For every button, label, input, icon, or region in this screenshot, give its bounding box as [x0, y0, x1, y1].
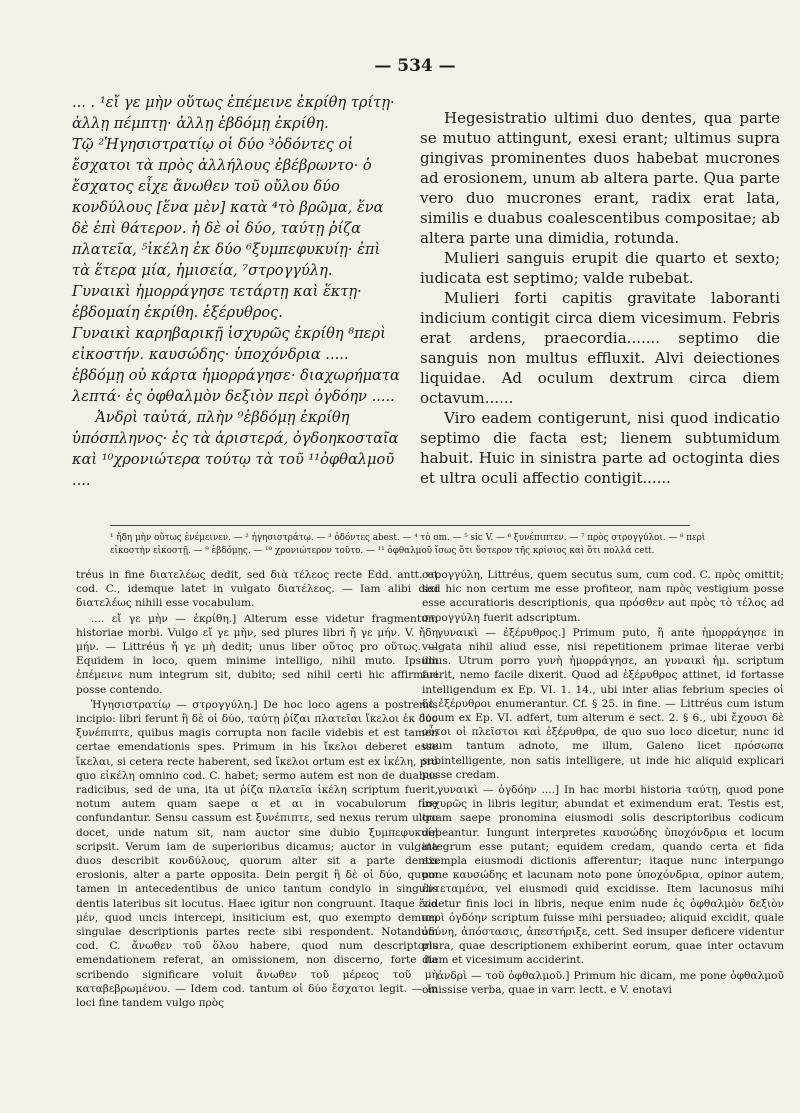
greek-paragraph: Γυναικὶ ἡμορράγησε τετάρτῃ καὶ ἕκτῃ· ἑβδομαίη ἐκρίθη. ἐξέρυθρος. — [72, 283, 362, 321]
greek-paragraph: Τῷ ²Ἡγησιστρατίῳ οἱ δύο ³ὀδόντες οἱ ἔσχατοι τὰ πρὸς ἀλλήλους ἐβέβρωντο· ὁ ἔσχατος εἶχε ἄνωθεν τοῦ οὔλου δύο κονδύλους [ἕνα μὲν] κατὰ ⁴τὸ βρῶμα, ἕνα δὲ ἐπὶ θάτερον. ἡ δὲ οἱ δύο, ταύτῃ ῥίζα πλατεῖα, ⁵ἰκέλη ἐκ δύο ⁶ξυμπεφυκυίῃ· ἐπὶ τὰ ἕτερα μία, ἡμισεία, ⁷στρογγύλη. — [72, 136, 384, 279]
footnote-text: ¹ ἤδη μὴν οὕτως ἐνέμεινεν. — ² ἡγησιστράτῳ. — ³ ὀδόντες abest. — ⁴ τὸ om. — ⁵ sic V. — ⁶ ξυνέπιπτεν. — ⁷ πρὸς στρογγύλοι. — ⁸ περὶ εἰκοστὴν εἰκοστῇ. — ⁹ ἑβδόμῃς. — ¹⁰ χρονιώτερον τοῦτο. — ¹¹ ὀφθαλμοῦ ἴσως ὅτι ὕστερον τῆς κρίσιος καὶ ὅτι πολλά cett. — [110, 533, 706, 556]
latin-paragraph: Mulieri forti capitis gravitate laboranti indicium contigit circa diem vicesimum. Febris erat ardens, praecordia....... septimo die sanguis non multus effluxit. Alvi deiectiones liquidae. Ad oculum dextrum circa diem octavum...... — [420, 289, 780, 407]
commentary-paragraph: γυναικὶ — ὀγδόην ....] In hac morbi historia ταύτῃ, quod pone ἰσχυρῶς in libris legitur, abundat et eximendum erat. Testis est, quam saepe pronomina eiusmodi solis descriptoribus codicum debeantur. Iungunt interpretes καυσώδης ὑποχόνδρια et locum integrum esse putant; equidem credam, quando certa et fida exempla eiusmodi dictionis afferentur; itaque nunc interpungo pone καυσώδης et lacunam noto pone ὑποχόνδρια, opinor autem, ἐντεταμένα, vel eiusmodi quid excidisse. Item lacunosus mihi videtur finis loci in libris, neque enim nude ἐς ὀφθαλμὸν δεξιὸν περὶ ὀγδόην scriptum fuisse mihi persuadeo; aliquid excidit, quale ὀδύνη, ἀπόστασις, ἀπεστήριξε, cett. Sed insuper deficere videntur plura, quae descriptionem exhiberint eorum, quae inter octavum diem et vicesimum acciderint. — [422, 784, 784, 967]
commentary-paragraph: .... εἴ γε μὴν — ἐκρίθη.] Alterum esse videtur fragmentum historiae morbi. Vulgo εἴ γε μὴν, sed plures libri ἤ γε μήν. V. ἤδη μήν. — Littréus ἤ γε μὴ dedit; unus liber οὕτος pro οὕτως. — Equidem in loco, quem minime intelligo, nihil muto. Ipsum ἐπέμεινε num integrum sit, dubito; sed nihil certi hic affirmari posse contendo. — [76, 612, 438, 696]
commentary-paragraph: tréus in fine διατελέως dedit, sed διὰ τέλεος recte Edd. antt. et cod. C., idemque latet in vulgato διατέλεος. — Iam alibi dixi διατελέως nihili esse vocabulum. — [76, 569, 438, 610]
latin-paragraph: Hegesistratio ultimi duo dentes, qua parte se mutuo attingunt, exesi erant; ultimus supra gingivas prominentes duos habebat mucrones ad erosionem, unum ab altera parte. Qua parte vero duo mucrones erant, radix erat lata, similis e duabus coalescentibus compositae; ab altera parte una dimidia, rotunda. — [420, 109, 780, 247]
footnote-divider — [110, 525, 690, 526]
commentary-paragraph: στρογγύλη, Littréus, quem secutus sum, cum cod. C. πρὸς omittit; sed hic non certum me esse profiteor, nam πρὸς vestigium posse esse accuratioris descriptionis, qua πρόσθεν aut πρὸς τὸ τέλος ad στρογγύλη fuerit adscriptum. — [422, 569, 784, 624]
greek-paragraph: Γυναικὶ καρηβαρικῇ ἰσχυρῶς ἐκρίθη ⁸περὶ εἰκοστήν. καυσώδης· ὑποχόνδρια ..... ἑβδόμῃ οὐ κάρτα ἡμορράγησε· διαχωρήματα λεπτά· ἐς ὀφθαλμὸν δεξιὸν περὶ ὀγδόην ..... — [72, 325, 400, 405]
greek-paragraph: Ἀνδρὶ ταὐτά, πλὴν ⁹ἑβδόμῃ ἐκρίθη ὑπόσπληνος· ἐς τὰ ἀριστερά, ὀγδοηκοσταῖα καὶ ¹⁰χρονιώτερα τούτῳ τὰ τοῦ ¹¹ὀφθαλμοῦ .... — [72, 409, 399, 489]
latin-translation-column — [420, 108, 780, 488]
footnotes — [110, 532, 720, 558]
latin-paragraph: Mulieri sanguis erupit die quarto et sexto; iudicata est septimo; valde rubebat. — [420, 249, 780, 287]
commentary-paragraph: ἀνδρὶ — τοῦ ὀφθαλμοῦ.] Primum hic dicam, me pone ὀφθαλμοῦ omissise verba, quae in varr. lectt. e V. enotavi — [422, 969, 784, 996]
commentary-paragraph: Ἡγησιστρατίῳ — στρογγύλη.] De hoc loco agens a postremis incipio: libri ferunt ἢ δὲ οἱ δύο, ταύτῃ ῥίζαι πλατεῖαι ἴκελοι ἐκ δύο ξυνέπιπτε, quibus magis corrupta non facile videbis et est tamen certae emendationis spes. Primum in his ἴκελοι deberet esse ἴκελαι, si cetera recte haberent, sed ἴκελοι ortum est ex ἰκέλη, pro quo εἰκέλη omnino cod. C. habet; sermo autem est non de duabus radicibus, sed de una, ita ut ῥίζα πλατεῖα ἰκέλη scriptum fuerit, notum autem quam saepe α et αι in vocabulorum fine confundantur. Sensu cassum est ξυνέπιπτε, sed nexus rerum ultro docet, unde natum sit, nam auctor sine dubio ξυμπεφυκυίῃ scripsit. Verum iam de superioribus dicamus; auctor in vulgata duos describit κονδύλους, quorum alter sit a parte dentis erosionis, alter a parte opposita. Dein pergit ἢ δὲ οἱ δύο, quum tamen in antecedentibus de unico tantum condylo in singulis dentis lateribus sit locutus. Haec igitur non congruunt. Itaque ἕνα μέν, quod uncis intercepi, insiticium est, quo exempto demum singulae descriptionis partes recte sibi respondent. Notandum cod. C. ἄνωθεν τοῦ ὅλου habere, quod num descriptoris emendationem referat, an omissionem, non discerno, forte ita scribendo significare voluit ἄνωθεν τοῦ μέρεος τοῦ μὴ καταβεβρωμένου. — Idem cod. tantum οἱ δύο ἔσχατοι legit. — In loci fine tandem vulgo πρὸς — [76, 698, 438, 1010]
greek-text-column — [72, 92, 402, 491]
page-number: — 534 — — [374, 56, 456, 76]
commentary-right-column — [422, 568, 784, 998]
commentary-paragraph: γυναικὶ — ἐξέρυθρος.] Primum puto, ἢ ante ἡμορράγησε in vulgata nihil aliud esse, nisi repetitionem primae literae verbi illius. Utrum porro γυνὴ ἡμορράγησε, an γυναικὶ ἡμ. scriptum fuerit, nemo facile dixerit. Quod ad ἐξέρυθρος attinet, id fortasse intelligendum ex Ep. VI. 1. 14., ubi inter alias febrium species οἱ δὲ ἐξέρυθροι enumerantur. Cf. § 25. in fine. — Littréus cum istum locum ex Ep. VI. adfert, tum alterum e sect. 2. § 6., ubi ἔχουσι δὲ οὗτοι οἱ πλεῖστοι καὶ ἐξέρυθρα, de quo suo loco dicetur, nunc id unum tantum adnoto, me illum, Galeno licet πρόσωπα subintelligente, non satis intelligere, ut inde hic aliquid explicari posse credam. — [422, 626, 784, 781]
greek-paragraph: ... . ¹εἴ γε μὴν οὕτως ἐπέμεινε ἐκρίθη τρίτῃ· ἀλλῃ πέμπτῃ· ἀλλῃ ἑβδόμῃ ἐκρίθη. — [72, 94, 395, 132]
commentary-left-column — [76, 568, 438, 1011]
latin-paragraph: Viro eadem contigerunt, nisi quod indicatio septimo die facta est; lienem subtumidum habuit. Huic in sinistra parte ad octoginta dies et ultra oculi affectio contigit...... — [420, 409, 780, 487]
